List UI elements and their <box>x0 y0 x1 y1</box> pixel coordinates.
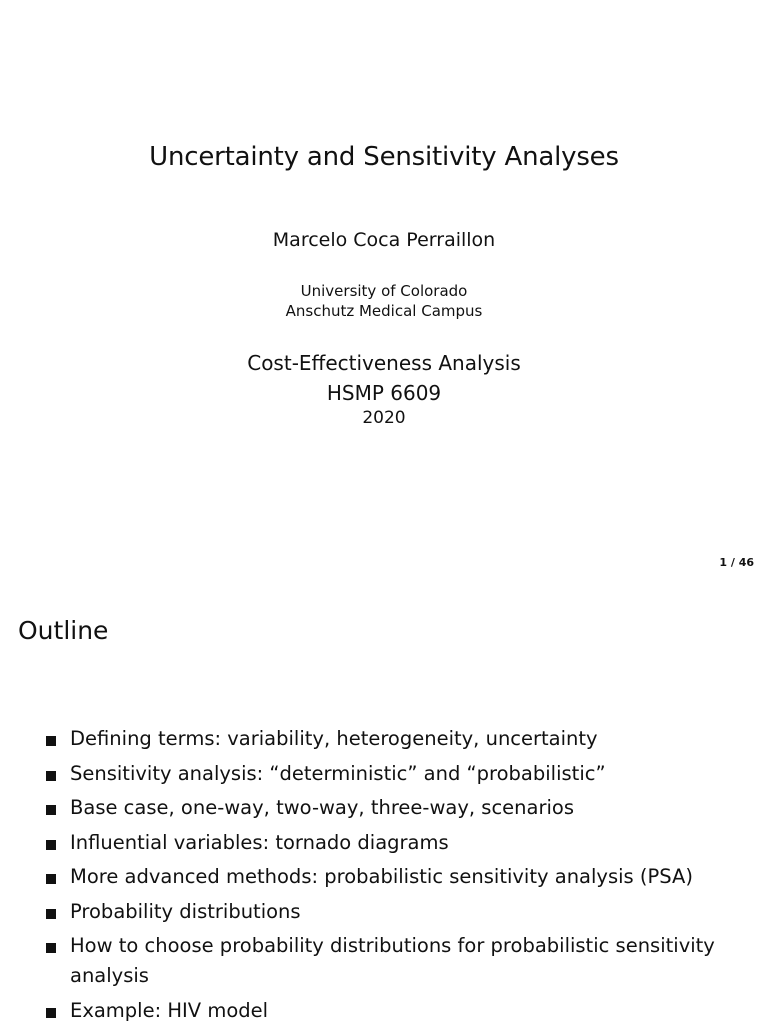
list-item-text: Sensitivity analysis: “deterministic” and “probabilistic” <box>70 761 606 785</box>
outline-list <box>46 724 736 1030</box>
square-bullet-icon <box>46 805 56 815</box>
list-item <box>46 724 736 754</box>
square-bullet-icon <box>46 736 56 746</box>
list-item-text: How to choose probability distributions for probabilistic sensitivity analysis <box>70 934 715 987</box>
list-item-text: Probability distributions <box>70 899 301 923</box>
course-year: 2020 <box>362 408 406 428</box>
list-item <box>46 931 736 991</box>
author-name: Marcelo Coca Perraillon <box>272 229 496 251</box>
outline-slide <box>0 590 768 1024</box>
list-item <box>46 996 736 1026</box>
page-number: 1 / 46 <box>719 556 754 569</box>
square-bullet-icon <box>46 771 56 781</box>
course-code: HSMP 6609 <box>326 381 442 405</box>
square-bullet-icon <box>46 909 56 919</box>
list-item-text: Influential variables: tornado diagrams <box>70 830 449 854</box>
square-bullet-icon <box>46 874 56 884</box>
frame-title: Outline <box>18 616 109 645</box>
institution-line-2: Anschutz Medical Campus <box>285 302 483 320</box>
presentation-title: Uncertainty and Sensitivity Analyses <box>149 142 619 172</box>
square-bullet-icon <box>46 840 56 850</box>
list-item-text: More advanced methods: probabilistic sensitivity analysis (PSA) <box>70 865 693 888</box>
list-item <box>46 828 736 858</box>
square-bullet-icon <box>46 1008 56 1018</box>
course-name: Cost-Effectiveness Analysis <box>247 351 521 375</box>
list-item <box>46 793 736 823</box>
institution-line-1: University of Colorado <box>300 282 468 300</box>
list-item <box>46 862 736 892</box>
list-item-text: Example: HIV model <box>70 998 269 1022</box>
list-item-text: Defining terms: variability, heterogeneity, uncertainty <box>70 727 598 750</box>
list-item <box>46 897 736 927</box>
square-bullet-icon <box>46 943 56 953</box>
list-item-text: Base case, one-way, two-way, three-way, scenarios <box>70 796 574 819</box>
list-item <box>46 759 736 789</box>
